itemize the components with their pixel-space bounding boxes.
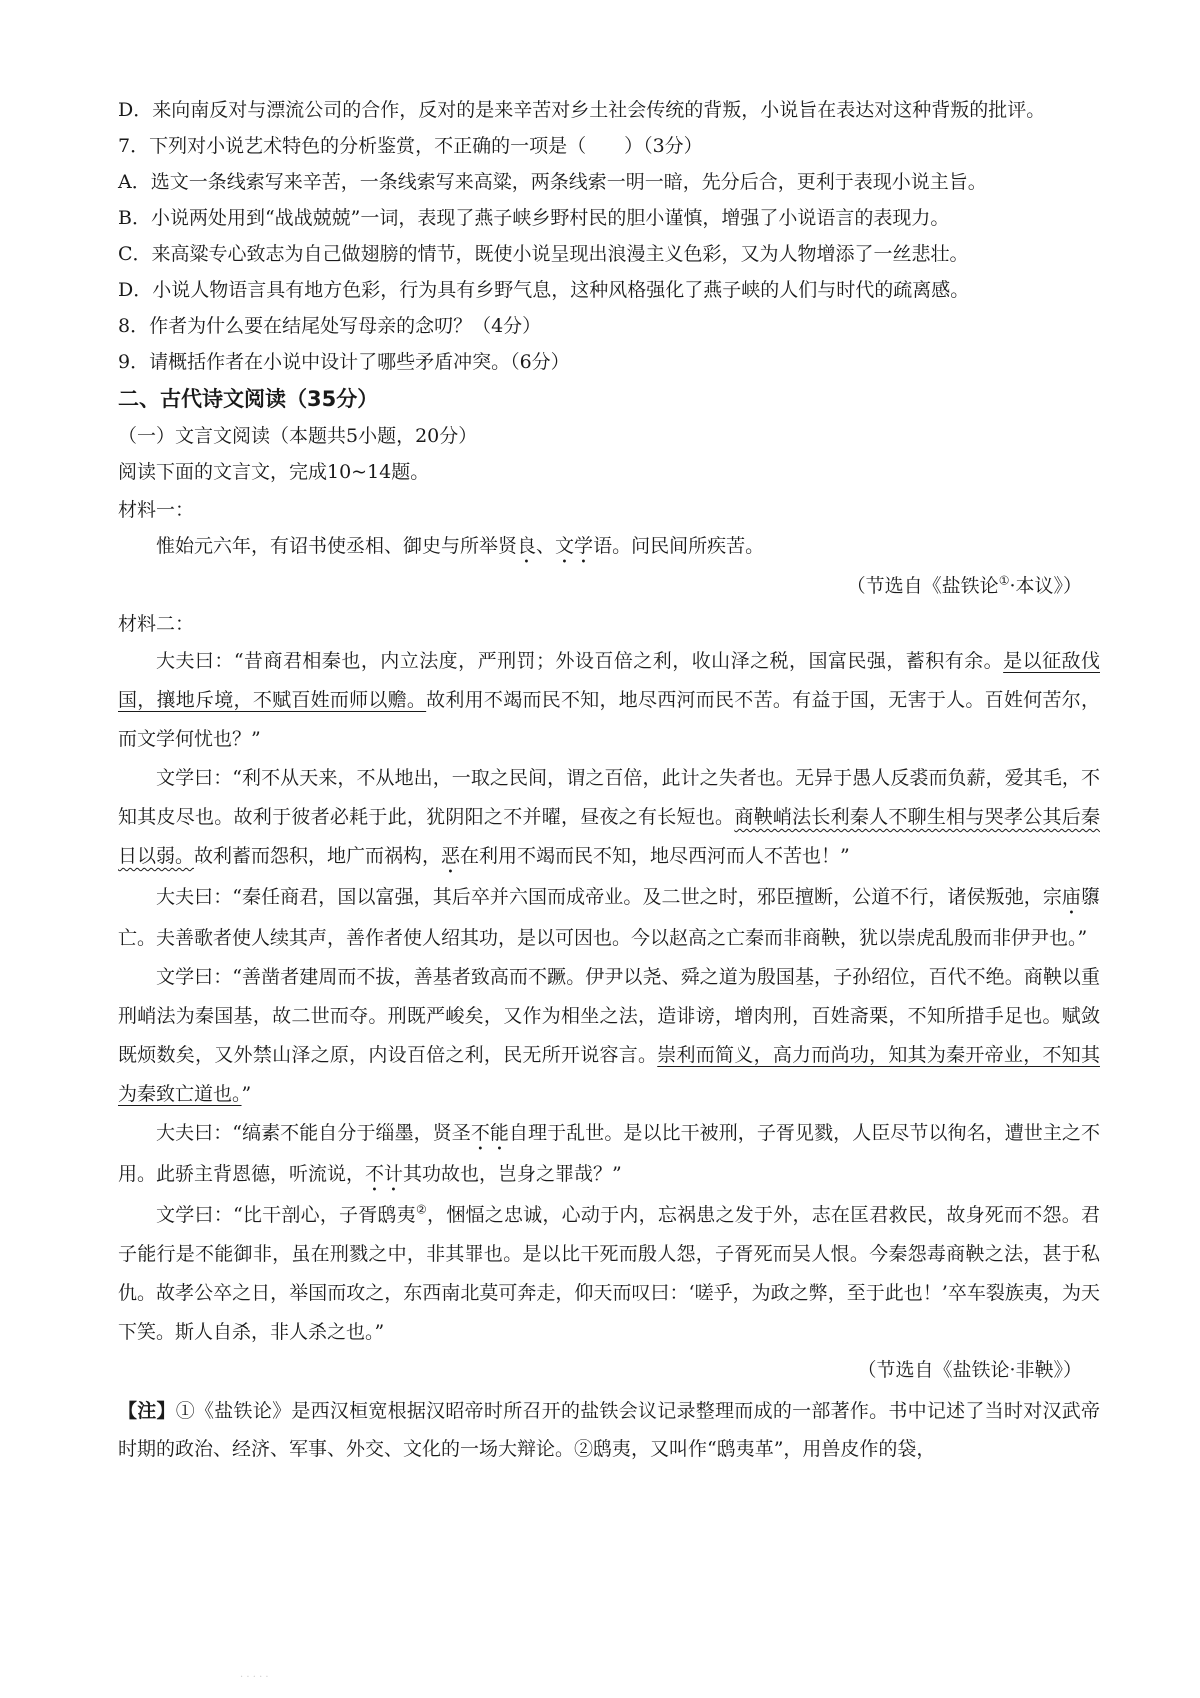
material1-source: （节选自《盐铁论①·本议》） <box>846 573 1082 597</box>
section-title: 二、古代诗文阅读（35分） <box>118 387 379 411</box>
passage-paragraph: 大夫曰：“缟素不能自分于缁墨，贤圣不能自理于乱世。是以比干被刑，子胥见戮，人臣尽节以徇名，遭世主之不用。此骄主背恩德，听流说，不计其功故也，岂身之罪哉？” <box>118 1122 1100 1185</box>
underlined-sentence: 是以征敌伐国，攘地斥境，不赋百姓而师以赡。 <box>118 650 1100 711</box>
passage-paragraph: 大夫曰：“秦任商君，国以富强，其后卒并六国而成帝业。及二世之时，邪臣擅断，公道不行，诸侯叛弛，宗庙隳亡。夫善歌者使人续其声，善作者使人绍其功，是以可因也。今以赵高之亡秦而非商鞅，犹以崇虎乱殷而非伊尹也。” <box>118 886 1100 949</box>
passage-paragraph: 大夫曰：“昔商君相秦也，内立法度，严刑罚；外设百倍之利，收山泽之税，国富民强，蓄积有余。是以征敌伐国，攘地斥境，不赋百姓而师以赡。故利用不竭而民不知，地尽西河而民不苦。有益于国，无害于人。百姓何苦尔，而文学何忧也？” <box>118 650 1100 750</box>
q7-stem: 7．下列对小说艺术特色的分析鉴赏，不正确的一项是（ ）（3分） <box>118 135 703 157</box>
footer-mark: · · · · · <box>240 1672 269 1683</box>
section-instruction: 阅读下面的文言文，完成10~14题。 <box>118 461 430 483</box>
material1-label: 材料一： <box>118 499 195 521</box>
q8-stem: 8．作者为什么要在结尾处写母亲的念叨？（4分） <box>118 315 542 337</box>
passage-paragraph: 文学曰：“善凿者建周而不拔，善基者致高而不蹶。伊尹以尧、舜之道为殷国基，子孙绍位，百代不绝。商鞅以重刑峭法为秦国基，故二世而夺。刑既严峻矣，又作为相坐之法，造诽谤，增肉刑，百姓斋栗，不知所措手足也。赋敛既烦数矣，又外禁山泽之原，内设百倍之利，民无所开说容言。崇利而简义，高力而尚功，知其为秦开帝业，不知其为秦致亡道也。” <box>118 966 1100 1105</box>
footnote: 【注】①《盐铁论》是西汉桓宽根据汉昭帝时所召开的盐铁会议记录整理而成的一部著作。书中记述了当时对汉武帝时期的政治、经济、军事、外交、文化的一场大辩论。②鸱夷，又叫作“鸱夷革”，用兽皮作的袋， <box>118 1400 1100 1460</box>
q7-option-b: B．小说两处用到“战战兢兢”一词，表现了燕子峡乡野村民的胆小谨慎，增强了小说语言的表现力。 <box>118 207 950 229</box>
material2-label: 材料二： <box>118 613 195 635</box>
q7-option-a: A．选文一条线索写来辛苦，一条线索写来高粱，两条线索一明一暗，先分后合，更利于表现小说主旨。 <box>118 171 987 193</box>
q7-option-d: D．小说人物语言具有地方色彩，行为具有乡野气息，这种风格强化了燕子峡的人们与时代的疏离感。 <box>118 279 970 301</box>
section-subtitle: （一）文言文阅读（本题共5小题，20分） <box>118 425 478 447</box>
q7-option-c: C．来高粱专心致志为自己做翅膀的情节，既使小说呈现出浪漫主义色彩，又为人物增添了一丝悲壮。 <box>118 243 969 265</box>
passage-paragraph: 文学曰：“比干剖心，子胥鸱夷②，悃愊之忠诚，心动于内，忘祸患之发于外，志在匡君救民，故身死而不怨。君子能行是不能御非，虽在刑戮之中，非其罪也。是以比干死而殷人怨，子胥死而吴人恨。今秦怨毒商鞅之法，甚于私仇。故孝公卒之日，举国而攻之，东西南北莫可奔走，仰天而叹曰：‘嗟乎，为政之弊，至于此也！’卒车裂族夷，为天下笑。斯人自杀，非人杀之也。” <box>118 1202 1100 1343</box>
q9-stem: 9．请概括作者在小说中设计了哪些矛盾冲突。（6分） <box>118 351 570 373</box>
underlined-sentence: 崇利而简义，高力而尚功，知其为秦开帝业，不知其为秦致亡道也。 <box>118 1044 1100 1105</box>
wavy-underlined-sentence: 商鞅峭法长利秦人不聊生相与哭孝公其后秦日以弱。 <box>118 806 1100 867</box>
material1-text: 惟始元六年，有诏书使丞相、御史与所举贤良、文学语。问民间所疾苦。 <box>156 535 765 557</box>
q6-option-d: D．来向南反对与漂流公司的合作，反对的是来辛苦对乡土社会传统的背叛，小说旨在表达对这种背叛的批评。 <box>118 99 1046 121</box>
material2-source: （节选自《盐铁论·非鞅》） <box>857 1359 1082 1381</box>
passage-paragraph: 文学曰：“利不从天来，不从地出，一取之民间，谓之百倍，此计之失者也。无异于愚人反裘而负薪，爱其毛，不知其皮尽也。故利于彼者必耗于此，犹阴阳之不并曜，昼夜之有长短也。商鞅峭法长利秦人不聊生相与哭孝公其后秦日以弱。故利蓄而怨积，地广而祸构，恶在利用不竭而民不知，地尽西河而人不苦也！” <box>118 767 1100 867</box>
